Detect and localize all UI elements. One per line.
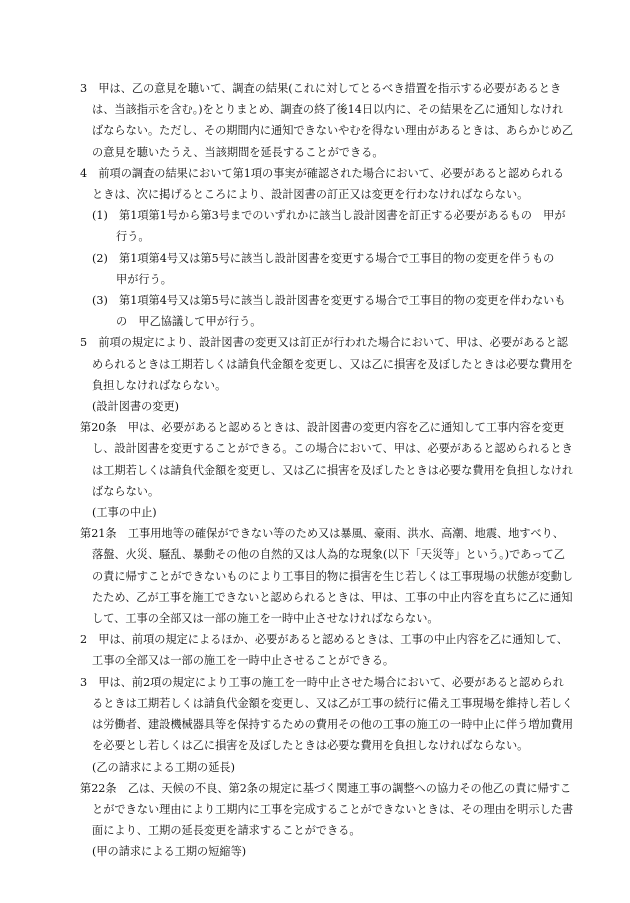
article-caption: (設計図書の変更)	[92, 400, 180, 414]
clause-number: 2	[80, 633, 88, 647]
subitem-2	[80, 248, 574, 290]
clause-number: 3	[80, 675, 88, 689]
subitem-3	[80, 290, 574, 332]
subitem-text: 第1項第4号又は第5号に該当し設計図書を変更する場合で工事目的物の変更を伴うもの 甲が行う。	[107, 251, 566, 286]
clause-number: 3	[80, 82, 88, 95]
clause-4	[80, 163, 574, 205]
article-21	[80, 523, 574, 629]
clause-3-b	[80, 672, 574, 757]
article-20	[80, 417, 574, 502]
article-text: 甲は、必要があると認めるときは、設計図書の変更内容を乙に通知して工事内容を変更し、設計図書を変更することができる。この場合において、甲は、必要があると認められるときは工期若しくは請負代金額を変更し、又は乙に損害を及ぼしたときは必要な費用を負担しなければならない。	[92, 421, 574, 498]
subitem-1	[80, 205, 574, 247]
article-caption: (乙の請求による工期の延長)	[92, 760, 235, 774]
subitem-number: (2)	[92, 251, 108, 265]
subitem-number: (1)	[92, 209, 108, 223]
clause-text: 甲は、前項の規定によるほか、必要があると認めるときは、工事の中止内容を乙に通知して、工事の全部又は一部の施工を一時中止させることができる。	[87, 633, 568, 668]
clause-text: 甲は、乙の意見を聴いて、調査の結果(これに対してとるべき措置を指示する必要があるときは、当該指示を含む。)をとりまとめ、調査の終了後14日以内に、その結果を乙に通知しなければならない。ただし、その期間内に通知できないやむを得ない理由があるときは、あらかじめ乙の意見を聴いたうえ、当該期間を延長することができる。	[87, 82, 574, 159]
subitem-text: 第1項第4号又は第5号に該当し設計図書を変更する場合で工事目的物の変更を伴わないもの 甲乙協議して甲が行う。	[107, 294, 566, 329]
article-text: 工事用地等の確保ができない等のため又は暴風、豪雨、洪水、高潮、地震、地すべり、落盤、火災、騒乱、暴動その他の自然的又は人為的な現象(以下「天災等」という。)であって乙の責に帰すことができないものにより工事目的物に損害を生じ若しくは工事現場の状態が変動したため、乙が工事を施工できないと認められるときは、甲は、工事の中止内容を直ちに乙に通知して、工事の全部又は一部の施工を一時中止させなければならない。	[92, 527, 574, 626]
clause-text: 前項の調査の結果において第1項の事実が確認された場合において、必要があると認められるときは、次に掲げるところにより、設計図書の訂正又は変更を行わなければならない。	[87, 166, 564, 202]
subitem-number: (3)	[92, 294, 108, 308]
clause-5	[80, 332, 574, 396]
clause-3	[80, 78, 574, 163]
article-caption: (工事の中止)	[92, 506, 157, 520]
article-number: 第20条	[80, 421, 117, 435]
clause-number: 4	[80, 166, 88, 180]
article-number: 第21条	[80, 527, 117, 541]
article-22	[80, 778, 574, 842]
subitem-text: 第1項第1号から第3号までのいずれかに該当し設計図書を訂正する必要があるもの 甲が行う。	[107, 209, 566, 244]
article-text: 乙は、天候の不良、第2条の規定に基づく関連工事の調整への協力その他乙の責に帰すことができない理由により工期内に工事を完成することができないときは、その理由を明示した書面により、工期の延長変更を請求することができる。	[92, 781, 574, 838]
clause-2	[80, 629, 574, 671]
clause-text: 甲は、前2項の規定により工事の施工を一時中止させた場合において、必要があると認められるときは工期若しくは請負代金額を変更し、又は乙が工事の続行に備え工事現場を維持し若しくは労働者、建設機械器具等を保持するための費用その他の工事の施工の一時中止に伴う増加費用を必要とし若しくは乙に損害を及ぼしたときは必要な費用を負担しなければならない。	[87, 675, 574, 753]
clause-text: 前項の規定により、設計図書の変更又は訂正が行われた場合において、甲は、必要があると認められるときは工期若しくは請負代金額を変更し、又は乙に損害を及ぼしたときは必要な費用を負担しなければならない。	[87, 336, 574, 392]
clause-number: 5	[80, 336, 88, 350]
article-number: 第22条	[80, 781, 117, 795]
article-caption: (甲の請求による工期の短縮等)	[92, 845, 247, 859]
